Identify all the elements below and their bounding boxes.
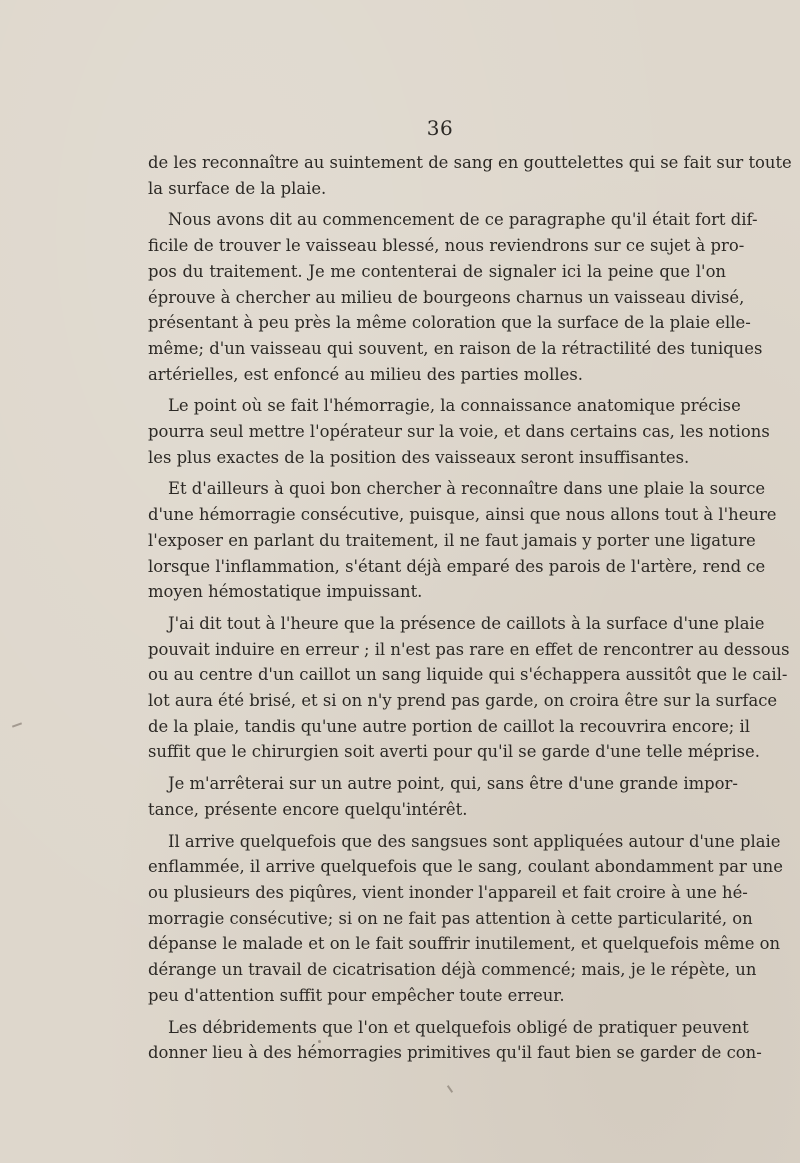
paragraph [148, 611, 790, 765]
text-line: Nous avons dit au commencement de ce paragraphe qu'il était fort dif- [168, 210, 758, 230]
body-text [148, 150, 792, 1072]
text-line: Les débridements que l'on et quelquefois obligé de pratiquer peuvent [168, 1017, 749, 1037]
text-line: éprouve à chercher au milieu de bourgeons charnus un vaisseau divisé, [148, 287, 745, 307]
paragraph [148, 150, 792, 201]
text-line: pos du traitement. Je me contenterai de signaler ici la peine que l'on [148, 261, 726, 281]
text-line: pourra seul mettre l'opérateur sur la voie, et dans certains cas, les notions [148, 422, 770, 442]
scan-mark [447, 1085, 453, 1093]
text-line: présentant à peu près la même coloration que la surface de la plaie elle- [148, 313, 751, 333]
text-line: moyen hémostatique impuissant. [148, 582, 423, 602]
text-line: enflammée, il arrive quelquefois que le sang, coulant abondamment par une [148, 857, 783, 877]
paragraph [148, 771, 738, 822]
text-line: l'exposer en parlant du traitement, il ne faut jamais y porter une ligature [148, 530, 756, 550]
text-line: Le point où se fait l'hémorragie, la connaissance anatomique précise [168, 396, 741, 416]
text-line: suffit que le chirurgien soit averti pour qu'il se garde d'une telle méprise. [148, 742, 760, 762]
text-line: peu d'attention suffit pour empêcher toute erreur. [148, 985, 565, 1005]
text-line: donner lieu à des hémorragies primitives qu'il faut bien se garder de con- [148, 1043, 762, 1063]
scan-speck [716, 781, 719, 784]
text-line: Il arrive quelquefois que des sangsues sont appliquées autour d'une plaie [168, 831, 781, 851]
page-number: 36 [426, 116, 454, 140]
scan-mark [12, 722, 22, 727]
text-line: ou plusieurs des piqûres, vient inonder l'appareil et fait croire à une hé- [148, 882, 748, 902]
text-line: dérange un travail de cicatrisation déjà commencé; mais, je le répète, un [148, 960, 757, 980]
text-line: dépanse le malade et on le fait souffrir inutilement, et quelquefois même on [148, 934, 781, 954]
paragraph [148, 829, 783, 1009]
text-line: J'ai dit tout à l'heure que la présence de caillots à la surface d'une plaie [168, 613, 765, 633]
paragraph [148, 476, 777, 605]
text-line: même; d'un vaisseau qui souvent, en raison de la rétractilité des tuniques [148, 338, 763, 358]
text-line: Je m'arrêterai sur un autre point, qui, sans être d'une grande impor- [168, 774, 738, 794]
text-line: Et d'ailleurs à quoi bon chercher à reconnaître dans une plaie la source [168, 479, 766, 499]
text-line: tance, présente encore quelqu'intérêt. [148, 799, 468, 819]
text-line: la surface de la plaie. [148, 178, 327, 198]
scan-speck [318, 1040, 321, 1043]
text-line: de les reconnaître au suintement de sang en gouttelettes qui se fait sur toute [148, 153, 792, 172]
text-line: lorsque l'inflammation, s'étant déjà emparé des parois de l'artère, rend ce [148, 556, 766, 576]
text-line: lot aura été brisé, et si on n'y prend pas garde, on croira être sur la surface [148, 691, 778, 711]
paragraph [148, 393, 770, 470]
text-line: morragie consécutive; si on ne fait pas attention à cette particularité, on [148, 908, 753, 928]
text-line: de la plaie, tandis qu'une autre portion de caillot la recouvrira encore; il [148, 716, 750, 736]
paragraph [148, 207, 763, 387]
text-line: ou au centre d'un caillot un sang liquide qui s'échappera aussitôt que le cail- [148, 665, 788, 685]
text-line: artérielles, est enfoncé au milieu des parties molles. [148, 364, 583, 384]
text-line: ficile de trouver le vaisseau blessé, nous reviendrons sur ce sujet à pro- [148, 236, 745, 256]
paragraph [148, 1015, 762, 1066]
text-line: pouvait induire en erreur ; il n'est pas rare en effet de rencontrer au dessous [148, 639, 790, 659]
text-line: d'une hémorragie consécutive, puisque, ainsi que nous allons tout à l'heure [148, 505, 777, 525]
text-line: les plus exactes de la position des vaisseaux seront insuffisantes. [148, 447, 690, 467]
